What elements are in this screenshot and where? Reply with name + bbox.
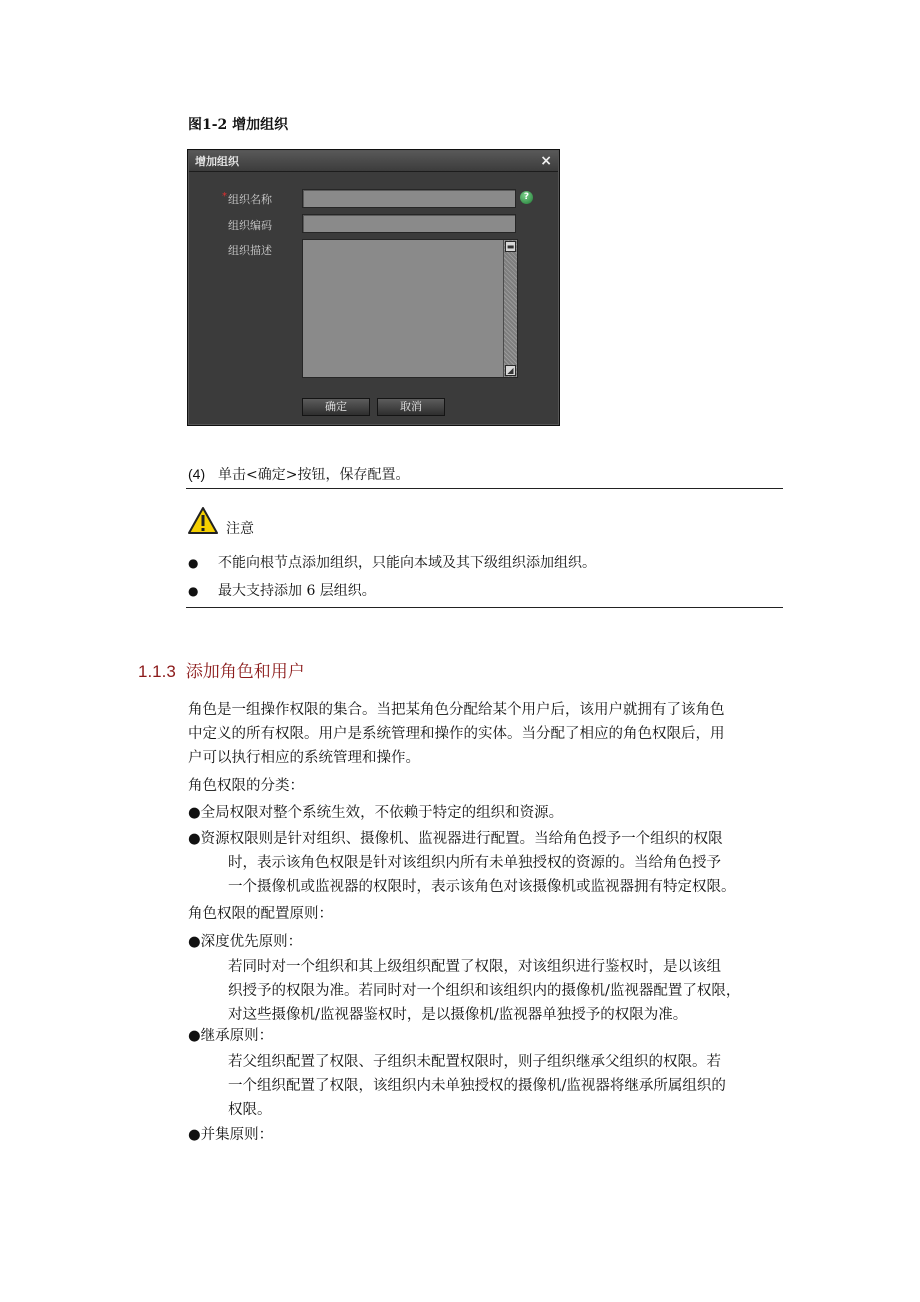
org-name-label: 组织名称 [228,193,272,206]
note-top-rule [186,488,783,489]
org-code-input[interactable] [302,214,516,233]
step-text: 单击<确定>按钮，保存配置。 [218,467,410,483]
note-item-text: 不能向根节点添加组织，只能向本域及其下级组织添加组织。 [218,555,596,571]
warning-icon [187,506,219,536]
inheritance-line: 一个组织配置了权限，该组织内未单独授权的摄像机/监视器将继承所属组织的 [228,1078,726,1094]
intro-line: 角色是一组操作权限的集合。当把某角色分配给某个用户后，该用户就拥有了该角色 [188,702,725,718]
note-item [188,580,376,600]
org-name-input[interactable] [302,189,516,208]
intro-line: 户可以执行相应的系统管理和操作。 [188,750,420,766]
section-heading [138,657,305,682]
inheritance-line: 若父组织配置了权限、子组织未配置权限时，则子组织继承父组织的权限。若 [228,1054,721,1070]
step-number: (4) [188,466,206,482]
bullet-icon: ● [188,556,199,570]
org-description-textarea[interactable] [302,239,518,378]
bullet-icon: ● [188,584,199,598]
required-mark: * [222,191,227,202]
step-item [188,464,409,484]
intro-line: 中定义的所有权限。用户是系统管理和操作的实体。当分配了相应的角色权限后，用 [188,726,725,742]
union-title: ●并集原则： [188,1127,274,1143]
ok-button[interactable]: 确定 [302,398,370,416]
principle-heading: 角色权限的配置原则： [188,906,333,922]
help-icon[interactable]: ? [520,191,533,204]
depth-first-line: 织授予的权限为准。若同时对一个组织和该组织内的摄像机/监视器配置了权限， [228,983,741,999]
classification-heading: 角色权限的分类： [188,778,304,794]
figure-caption: 图1-2 增加组织 [188,117,289,133]
section-title: 添加角色和用户 [185,662,305,681]
global-permission-item: ●全局权限对整个系统生效，不依赖于特定的组织和资源。 [188,805,564,821]
resource-permission-line: ●资源权限则是针对组织、摄像机、监视器进行配置。当给角色授予一个组织的权限 [188,831,723,847]
section-number: 1.1.3 [138,662,176,681]
scrollbar[interactable] [503,240,517,377]
resource-permission-line: 时，表示该角色权限是针对该组织内所有未单独授权的资源的。当给角色授予 [228,855,721,871]
inheritance-title: ●继承原则： [188,1028,274,1044]
depth-first-title: ●深度优先原则： [188,934,303,950]
note-item [188,552,596,572]
depth-first-line: 若同时对一个组织和其上级组织配置了权限，对该组织进行鉴权时，是以该组 [228,959,721,975]
note-item-text: 最大支持添加 6 层组织。 [218,583,376,599]
add-organization-dialog [187,149,560,426]
note-bottom-rule [186,607,783,608]
close-icon[interactable]: × [540,153,552,169]
dialog-title: 增加组织 [195,155,239,168]
scroll-down-icon[interactable]: ◢ [505,365,516,376]
cancel-button[interactable]: 取消 [377,398,445,416]
org-description-label: 组织描述 [228,244,272,257]
depth-first-line: 对这些摄像机/监视器鉴权时，是以摄像机/监视器单独授予的权限为准。 [228,1007,688,1023]
org-code-label: 组织编码 [228,219,272,232]
note-title: 注意 [226,520,254,536]
scroll-up-icon[interactable]: ▬ [506,242,515,251]
dialog-titlebar [189,151,558,172]
resource-permission-line: 一个摄像机或监视器的权限时，表示该角色对该摄像机或监视器拥有特定权限。 [228,879,736,895]
inheritance-line: 权限。 [228,1102,272,1118]
